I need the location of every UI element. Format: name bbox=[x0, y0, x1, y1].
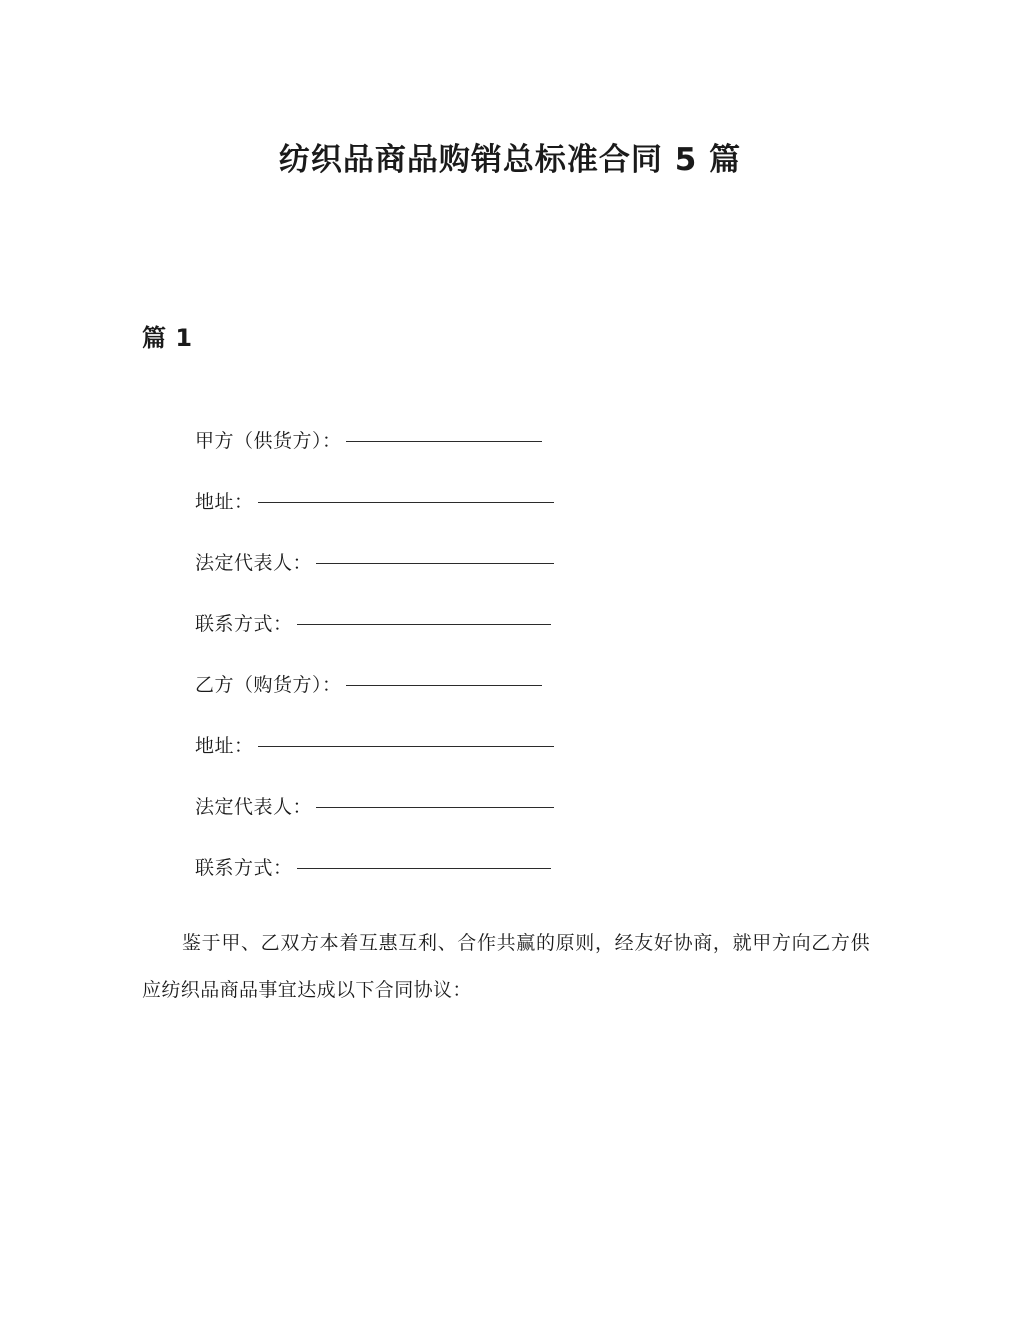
field-blank-line[interactable] bbox=[258, 746, 554, 747]
field-blank-line[interactable] bbox=[297, 868, 551, 869]
form-field-row bbox=[195, 855, 895, 916]
section-heading: 篇 1 bbox=[142, 324, 193, 352]
intro-paragraph: 鉴于甲、乙双方本着互惠互利、合作共赢的原则，经友好协商，就甲方向乙方供应纺织品商品事宜达成以下合同协议： bbox=[142, 932, 870, 1001]
field-label: 法定代表人： bbox=[195, 796, 313, 818]
form-field-row bbox=[195, 428, 895, 489]
field-label: 地址： bbox=[195, 491, 254, 513]
form-field-row bbox=[195, 672, 895, 733]
field-label: 甲方（供货方）： bbox=[195, 430, 342, 452]
page-title: 纺织品商品购销总标准合同 5 篇 bbox=[278, 142, 742, 178]
field-label: 地址： bbox=[195, 735, 254, 757]
field-blank-line[interactable] bbox=[346, 441, 542, 442]
field-label: 乙方（购货方）： bbox=[195, 674, 342, 696]
field-blank-line[interactable] bbox=[316, 807, 554, 808]
field-blank-line[interactable] bbox=[316, 563, 554, 564]
form-field-row bbox=[195, 794, 895, 855]
field-label: 法定代表人： bbox=[195, 552, 313, 574]
field-label: 联系方式： bbox=[195, 613, 293, 635]
field-blank-line[interactable] bbox=[258, 502, 554, 503]
form-field-row bbox=[195, 489, 895, 550]
field-blank-line[interactable] bbox=[297, 624, 551, 625]
field-label: 联系方式： bbox=[195, 857, 293, 879]
form-field-row bbox=[195, 733, 895, 794]
party-information-fields bbox=[195, 428, 895, 916]
form-field-row bbox=[195, 611, 895, 672]
field-blank-line[interactable] bbox=[346, 685, 542, 686]
form-field-row bbox=[195, 550, 895, 611]
